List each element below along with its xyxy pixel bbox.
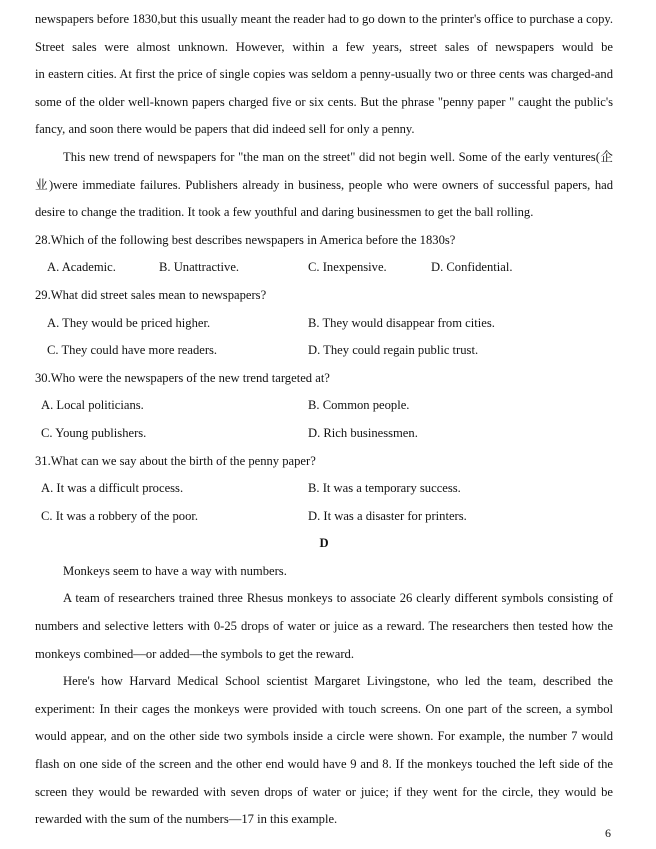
option-29-a: A. They would be priced higher.	[47, 315, 211, 330]
passage-line: Here's how Harvard Medical School scientist Margaret Livingstone, who led the team, described the	[63, 674, 613, 689]
options-row-31b	[35, 503, 613, 531]
section-heading: D	[319, 536, 329, 551]
option-31-c: C. It was a robbery of the poor.	[41, 508, 199, 523]
passage-line: A team of researchers trained three Rhesus monkeys to associate 26 clearly different symbols consisting of	[63, 591, 613, 606]
option-28-d: D. Confidential.	[431, 260, 513, 275]
question-stem-30: 30.Who were the newspapers of the new trend targeted at?	[35, 370, 330, 385]
passage-line: fancy, and soon there would be papers that did indeed sell for only a penny.	[35, 122, 415, 137]
option-30-d: D. Rich businessmen.	[308, 425, 418, 440]
option-31-a: A. It was a difficult process.	[41, 481, 184, 496]
passage-line: experiment: In their cages the monkeys were provided with touch screens. On one part of the screen, a symbol	[35, 701, 613, 716]
options-row-30b	[35, 420, 613, 448]
option-29-c: C. They could have more readers.	[47, 343, 218, 358]
question-stem-29: 29.What did street sales mean to newspapers?	[35, 287, 267, 302]
document-page	[35, 6, 613, 834]
passage-line: in eastern cities. At first the price of single copies was seldom a penny-usually two or three cents was charged-and	[35, 67, 613, 82]
options-row-29b	[35, 337, 613, 365]
passage-line: 业)were immediate failures. Publishers already in business, people who were owners of successful papers, had	[35, 177, 613, 192]
option-28-b: B. Unattractive.	[159, 260, 240, 275]
question-stem-28: 28.Which of the following best describes newspapers in America before the 1830s?	[35, 232, 456, 247]
passage-line: would appear, and on the other side two symbols inside a circle were shown. For example, the number 7 would	[35, 729, 613, 744]
page-number: 6	[605, 826, 611, 840]
passage-line: This new trend of newspapers for "the man on the street" did not begin well. Some of the early ventures(企	[63, 149, 613, 164]
option-31-d: D. It was a disaster for printers.	[308, 508, 467, 523]
option-29-d: D. They could regain public trust.	[308, 343, 479, 358]
options-row-28	[35, 254, 613, 282]
passage-line: screen they would be rewarded with seven drops of water or juice; if they went for the circle, they would be	[35, 784, 613, 799]
option-29-b: B. They would disappear from cities.	[308, 315, 495, 330]
passage-line: newspapers before 1830,but this usually meant the reader had to go down to the printer's office to purchase a copy.	[35, 12, 613, 26]
option-28-c: C. Inexpensive.	[308, 260, 387, 275]
passage-line: Monkeys seem to have a way with numbers.	[63, 563, 287, 578]
passage-line: rewarded with the sum of the numbers—17 in this example.	[35, 812, 338, 827]
options-row-29a	[35, 310, 613, 338]
passage-line: Street sales were almost unknown. However, within a few years, street sales of newspapers would be	[35, 39, 613, 54]
passage-line: monkeys combined—or added—the symbols to get the reward.	[35, 646, 354, 661]
option-30-c: C. Young publishers.	[41, 425, 147, 440]
question-stem-31: 31.What can we say about the birth of the penny paper?	[35, 453, 316, 468]
passage-line: flash on one side of the screen and the other end would have 9 and 8. If the monkeys touched the left side of the	[35, 757, 613, 772]
passage-line: numbers and selective letters with 0-25 drops of water or juice as a reward. The researchers then tested how the	[35, 619, 613, 634]
options-row-30a	[35, 392, 613, 420]
option-30-b: B. Common people.	[308, 398, 410, 413]
options-row-31a	[35, 475, 613, 503]
option-31-b: B. It was a temporary success.	[308, 481, 461, 496]
passage-line: some of the older well-known papers charged five or six cents. But the phrase "penny paper " caught the public's	[35, 94, 613, 109]
passage-line: desire to change the tradition. It took a few youthful and daring businessmen to get the ball rolling.	[35, 205, 534, 220]
option-30-a: A. Local politicians.	[41, 398, 144, 413]
option-28-a: A. Academic.	[47, 260, 116, 275]
